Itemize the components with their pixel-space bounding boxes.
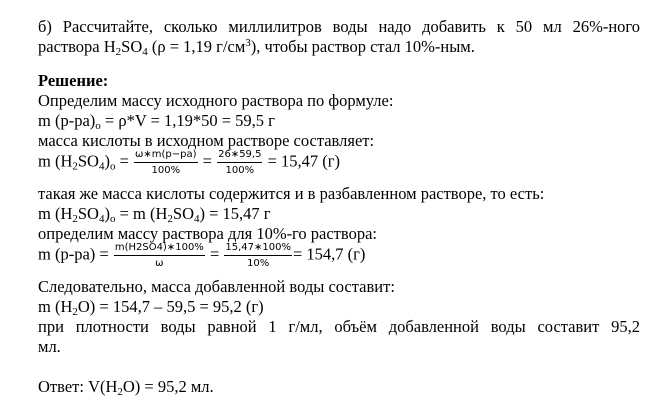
formula-part: SO bbox=[172, 204, 194, 223]
subscript: о bbox=[109, 213, 116, 225]
formula-part: SO bbox=[77, 151, 99, 171]
fraction-numeric bbox=[217, 148, 262, 177]
formula-acid-mass: m $(H_2SO_4)_о$ = $\frac{\omega∗m(p-pa)}{100\%}$ = $\frac{26∗59,5}{100\%}$ = 15,47 (г) bbox=[38, 149, 341, 176]
fraction-numerator: 15,47∗100% bbox=[224, 241, 292, 256]
step-text: такая же масса кислоты содержится и в разбавленном растворе, то есть: bbox=[38, 184, 545, 203]
formula-part: m (H bbox=[38, 297, 73, 316]
subscript: 4 bbox=[194, 213, 200, 225]
formula-part: = m (H bbox=[115, 204, 168, 223]
solution-step-5 bbox=[38, 277, 395, 297]
solution-heading bbox=[38, 71, 108, 91]
task-text-part: (ρ = 1,19 г/см bbox=[147, 37, 246, 56]
fraction-general bbox=[114, 241, 205, 270]
task-text-part: ), чтобы раствор стал 10%-ным. bbox=[250, 37, 475, 56]
subscript: 2 bbox=[167, 213, 173, 225]
subscript: 2 bbox=[72, 306, 78, 318]
solution-step-3 bbox=[38, 184, 544, 204]
step-text: при плотности воды равной 1 г/мл, объём добавленной воды составит 95,2 bbox=[38, 317, 640, 336]
formula-part: ) = 15,47 г bbox=[199, 204, 271, 223]
formula-part: = 154,7 (г) bbox=[292, 244, 366, 264]
formula-part: O) = 154,7 – 59,5 = 95,2 (г) bbox=[77, 297, 264, 316]
solution-step-1 bbox=[38, 91, 393, 111]
fraction-numerator: ω∗m(p−pa) bbox=[134, 148, 198, 163]
task-text-part: раствора H bbox=[38, 37, 116, 56]
step-text: Следовательно, масса добавленной воды составит: bbox=[38, 277, 395, 296]
formula-part: = 15,47 (г) bbox=[263, 151, 341, 171]
step-text: мл. bbox=[38, 337, 61, 356]
fraction-denominator: 100% bbox=[225, 165, 255, 176]
formula-part: = bbox=[115, 151, 134, 171]
fraction-general bbox=[134, 148, 198, 177]
subscript: о bbox=[109, 160, 116, 173]
subscript: 2 bbox=[115, 46, 122, 58]
task-line-1 bbox=[38, 17, 640, 37]
answer-part: Ответ: V(H bbox=[38, 377, 118, 396]
fraction-numeric bbox=[224, 241, 292, 270]
answer-part: O) = 95,2 мл. bbox=[122, 377, 214, 396]
formula-solution-mass bbox=[38, 111, 275, 131]
step-text: Определим массу исходного раствора по формуле: bbox=[38, 91, 394, 110]
formula-part: ) bbox=[104, 151, 110, 171]
formula-water-mass bbox=[38, 297, 264, 317]
solution-step-6-line-1 bbox=[38, 317, 640, 337]
superscript: 3 bbox=[245, 37, 251, 49]
subscript: о bbox=[95, 120, 101, 132]
formula-part: = ρ*V = 1,19*50 = 59,5 г bbox=[100, 111, 275, 130]
subscript: 4 bbox=[98, 213, 105, 225]
subscript: 4 bbox=[142, 46, 148, 58]
task-text: б) Рассчитайте, сколько миллилитров воды надо добавить к 50 мл 26%-ного bbox=[38, 17, 640, 36]
heading-text: Решение: bbox=[38, 71, 109, 90]
formula-part: SO bbox=[77, 204, 99, 223]
formula-part: ) bbox=[104, 204, 110, 223]
task-text-part: SO bbox=[121, 37, 143, 56]
fraction-denominator: 100% bbox=[151, 165, 181, 176]
subscript: 2 bbox=[72, 213, 78, 225]
fraction-denominator: 10% bbox=[247, 258, 270, 269]
formula-part: m (р-ра) bbox=[38, 111, 96, 130]
formula-part: m (р-ра) = bbox=[38, 244, 113, 264]
solution-step-6-line-2 bbox=[38, 337, 61, 357]
fraction-numerator: 26∗59,5 bbox=[217, 148, 262, 163]
answer-line bbox=[38, 377, 214, 397]
subscript: 2 bbox=[72, 160, 78, 173]
fraction-numerator: m(H2SO4)∗100% bbox=[114, 241, 205, 256]
step-text: масса кислоты в исходном растворе составляет: bbox=[38, 131, 375, 150]
formula-diluted-mass: m (р-ра) = $\frac{m(H2SO4)∗100\%}{\omega}$ = $\frac{15,47∗100\%}{10\%}$ = 154,7 (г) bbox=[38, 242, 366, 269]
task-line-2 bbox=[38, 37, 475, 57]
fraction-denominator: ω bbox=[155, 258, 164, 269]
step-text: определим массу раствора для 10%-го раствора: bbox=[38, 224, 377, 243]
subscript: 2 bbox=[117, 386, 123, 398]
formula-part: m (H bbox=[38, 204, 73, 223]
formula-part: m (H bbox=[38, 151, 73, 171]
subscript: 4 bbox=[98, 160, 105, 173]
formula-acid-equality bbox=[38, 204, 271, 224]
